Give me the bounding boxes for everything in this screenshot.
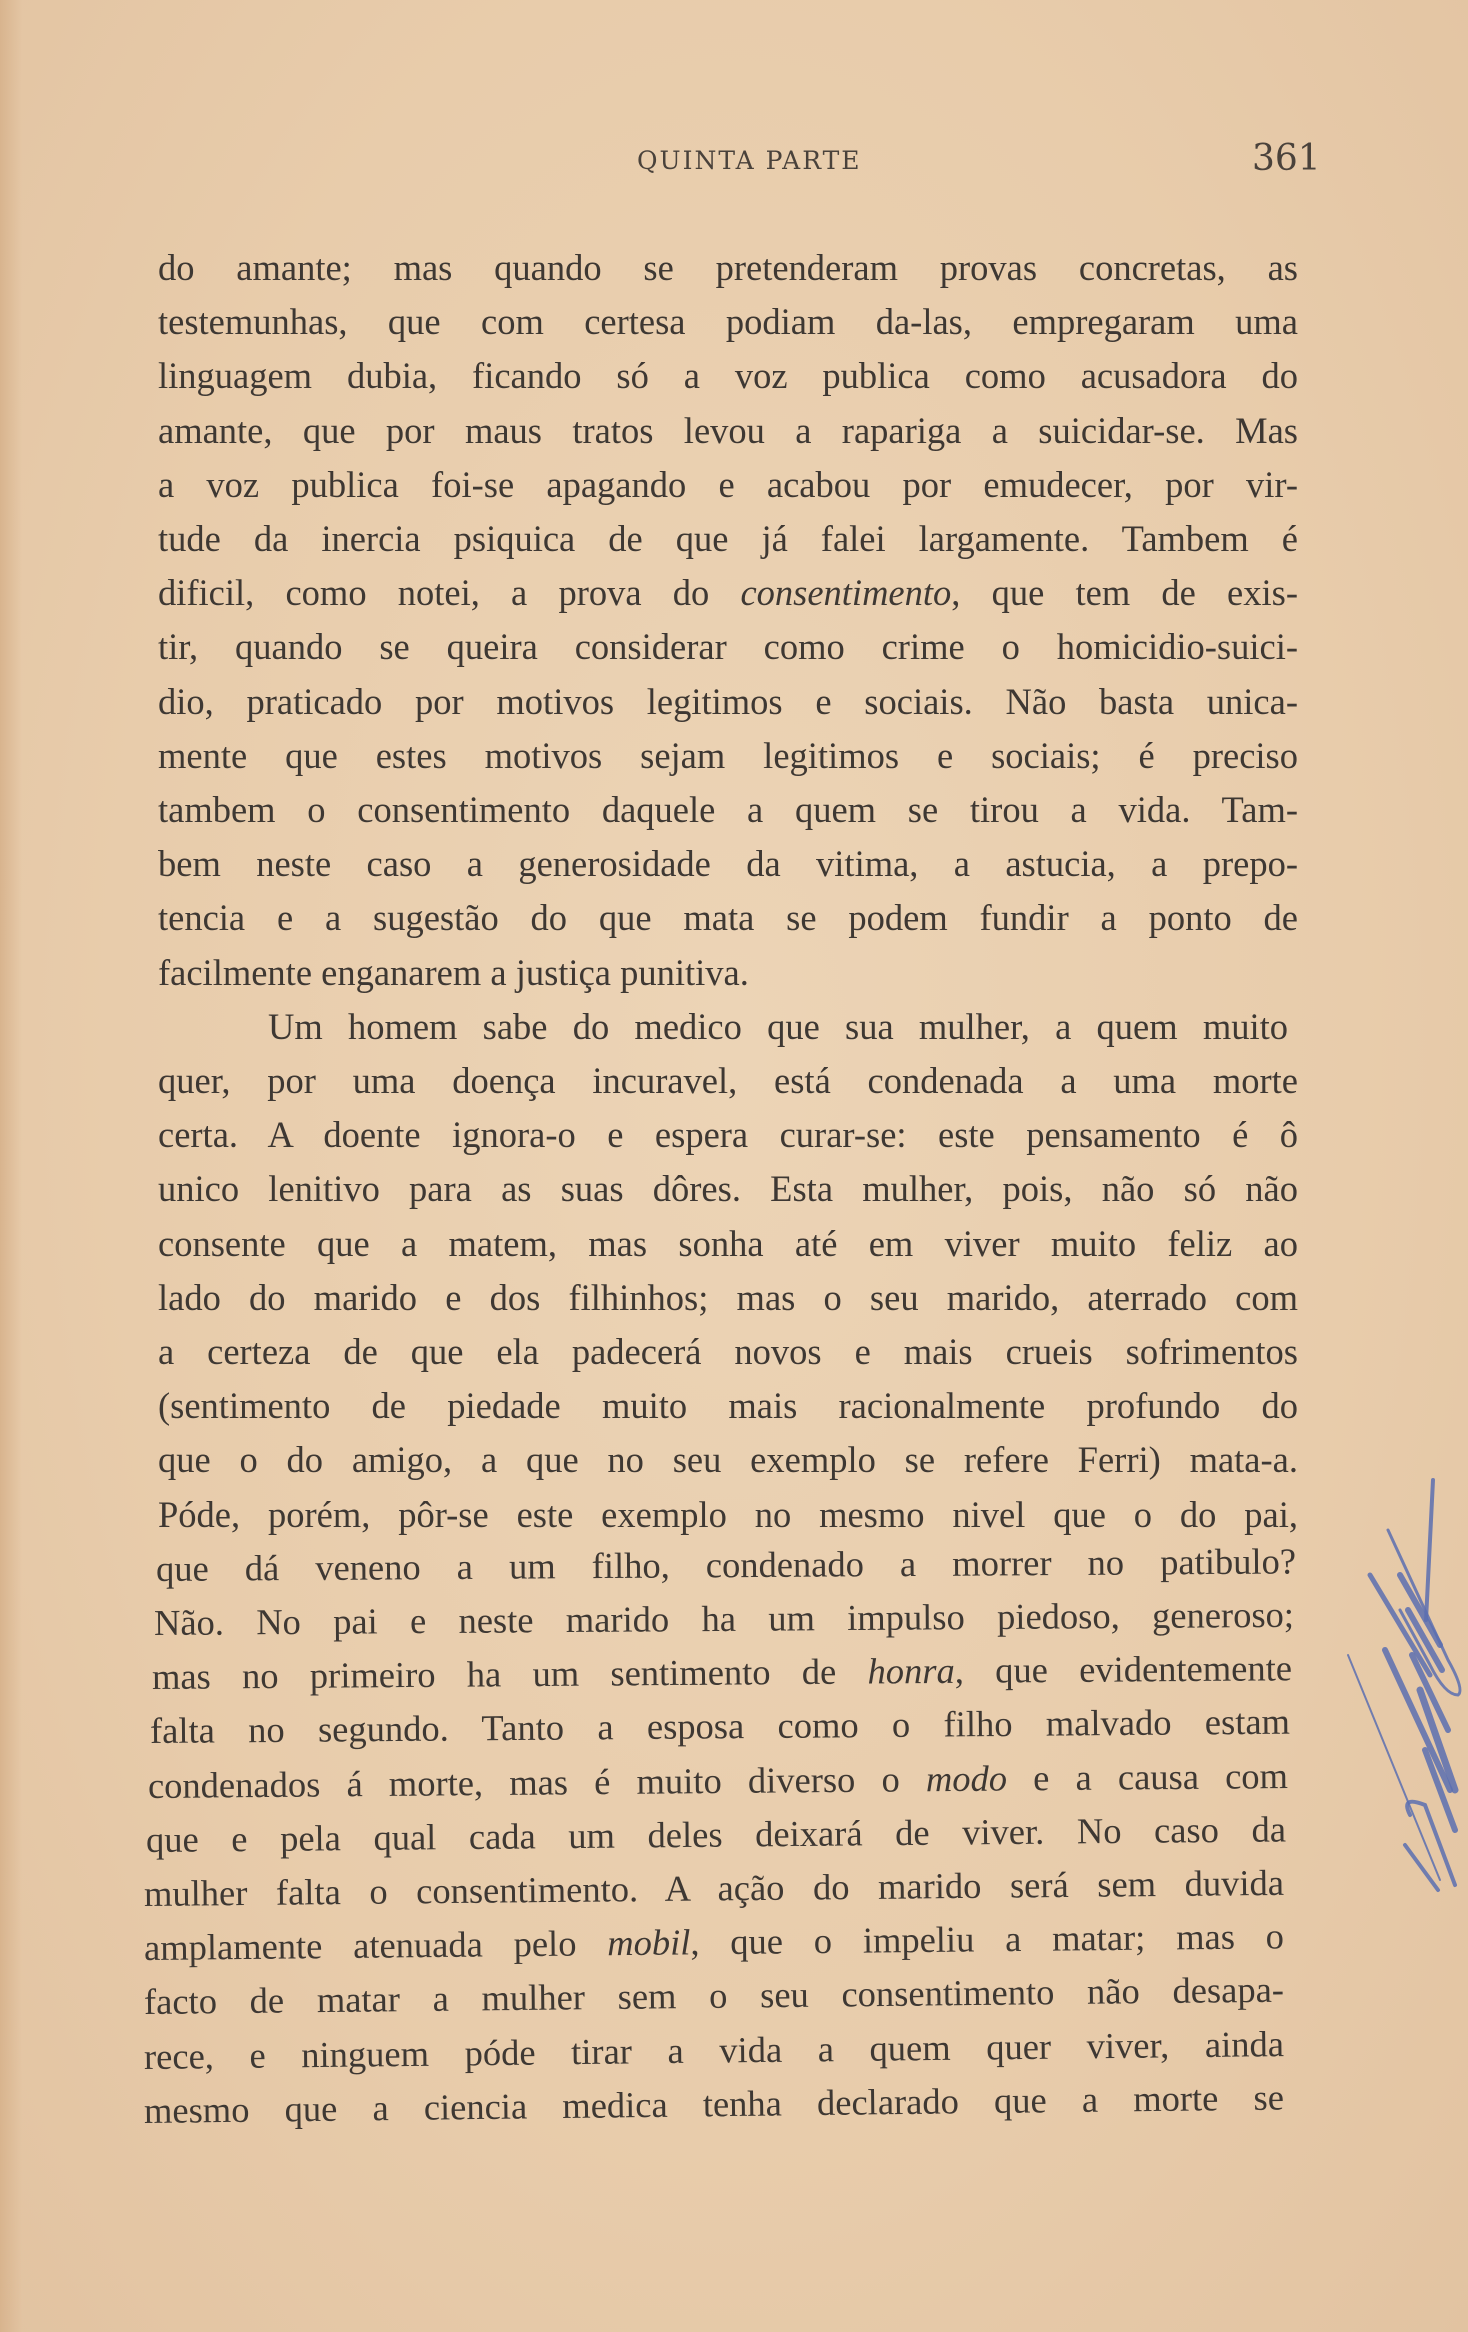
page-number: 361 bbox=[1252, 138, 1321, 179]
text-run: condenados á morte, mas é muito diverso o bbox=[147, 1757, 927, 1806]
text-line: a voz publica foi-se apagando e acabou por emudecer, por vir- bbox=[158, 463, 1298, 505]
text-line: consente que a matem, mas sonha até em viver muito feliz ao bbox=[158, 1222, 1298, 1264]
text-line: certa. A doente ignora-o e espera curar-se: este pensamento é ô bbox=[158, 1114, 1298, 1156]
italic-term: modo bbox=[925, 1757, 1008, 1799]
text-line: quer, por uma doença incuravel, está condenada a uma morte bbox=[158, 1060, 1298, 1101]
text-line bbox=[158, 571, 1298, 615]
italic-term: consentimento bbox=[740, 572, 952, 614]
text-line: mesmo que a ciencia medica tenha declarado que a morte se bbox=[143, 2076, 1285, 2131]
text-line: facto de matar a mulher sem o seu consentimento não desapa- bbox=[143, 1969, 1285, 2023]
text-line: que e pela qual cada um deles deixará de viver. No caso da bbox=[145, 1808, 1287, 1860]
text-line bbox=[148, 1754, 1288, 1808]
text-line: tambem o consentimento daquele a quem se tirou a vida. Tam- bbox=[158, 789, 1298, 830]
text-line: tencia e a sugestão do que mata se podem fundir a ponto de bbox=[158, 897, 1298, 939]
text-line: (sentimento de piedade muito mais racionalmente profundo do bbox=[158, 1385, 1298, 1427]
text-line: do amante; mas quando se pretenderam provas concretas, as bbox=[158, 247, 1298, 288]
text-line: que o do amigo, a que no seu exemplo se refere Ferri) mata-a. bbox=[158, 1439, 1298, 1481]
scribble-stroke bbox=[1405, 1845, 1438, 1890]
running-head: QUINTA PARTE bbox=[637, 146, 862, 175]
text-run: mas no primeiro ha um sentimento de bbox=[151, 1650, 868, 1698]
pencil-scribble-marginalia bbox=[1330, 1460, 1468, 1900]
scribble-stroke bbox=[1370, 1575, 1430, 1675]
text-line: bem neste caso a generosidade da vitima, a astucia, a prepo- bbox=[158, 843, 1298, 885]
text-line: Um homem sabe do medico que sua mulher, a quem muito bbox=[268, 1005, 1288, 1047]
text-line: Póde, porém, pôr-se este exemplo no mesmo nivel que o do pai, bbox=[158, 1493, 1298, 1535]
text-line: que dá veneno a um filho, condenado a morrer no patibulo? bbox=[155, 1540, 1297, 1589]
text-line: lado do marido e dos filhinhos; mas o seu marido, aterrado com bbox=[158, 1276, 1298, 1318]
text-run: , que tem de exis- bbox=[951, 572, 1298, 614]
text-run: , que evidentemente bbox=[954, 1647, 1293, 1692]
italic-term: mobil bbox=[607, 1921, 691, 1964]
text-line bbox=[152, 1646, 1292, 1699]
text-line: facilmente enganarem a justiça punitiva. bbox=[158, 951, 749, 993]
text-line bbox=[144, 1914, 1284, 1970]
italic-term: honra bbox=[867, 1650, 955, 1692]
text-line: tir, quando se queira considerar como crime o homicidio-suici- bbox=[158, 626, 1298, 668]
text-line: rece, e ninguem póde tirar a vida a quem quer viver, ainda bbox=[143, 2022, 1285, 2077]
text-line: testemunhas, que com certesa podiam da-las, empregaram uma bbox=[158, 301, 1298, 343]
text-line: unico lenitivo para as suas dôres. Esta mulher, pois, não só não bbox=[158, 1168, 1298, 1210]
text-run: dificil, como notei, a prova do bbox=[158, 572, 741, 614]
text-line: amante, que por maus tratos levou a rapariga a suicidar-se. Mas bbox=[158, 409, 1298, 451]
text-line: mente que estes motivos sejam legitimos e sociais; é preciso bbox=[158, 734, 1298, 776]
text-run: e a causa com bbox=[1006, 1754, 1289, 1799]
text-line: dio, praticado por motivos legitimos e sociais. Não basta unica- bbox=[158, 680, 1298, 722]
text-run: , que o impeliu a matar; mas o bbox=[690, 1915, 1285, 1963]
text-line: linguagem dubia, ficando só a voz publica como acusadora do bbox=[158, 355, 1298, 397]
text-run: amplamente atenuada pelo bbox=[143, 1922, 608, 1969]
text-line: a certeza de que ela padecerá novos e mais crueis sofrimentos bbox=[158, 1331, 1298, 1372]
text-line: falta no segundo. Tanto a esposa como o filho malvado estam bbox=[149, 1701, 1291, 1752]
scribble-stroke bbox=[1426, 1480, 1433, 1620]
text-line: Não. No pai e neste marido ha um impulso piedoso, generoso; bbox=[153, 1593, 1295, 1643]
text-line: tude da inercia psiquica de que já falei largamente. Tambem é bbox=[158, 518, 1298, 559]
text-line: mulher falta o consentimento. A ação do marido será sem duvida bbox=[143, 1861, 1285, 1914]
